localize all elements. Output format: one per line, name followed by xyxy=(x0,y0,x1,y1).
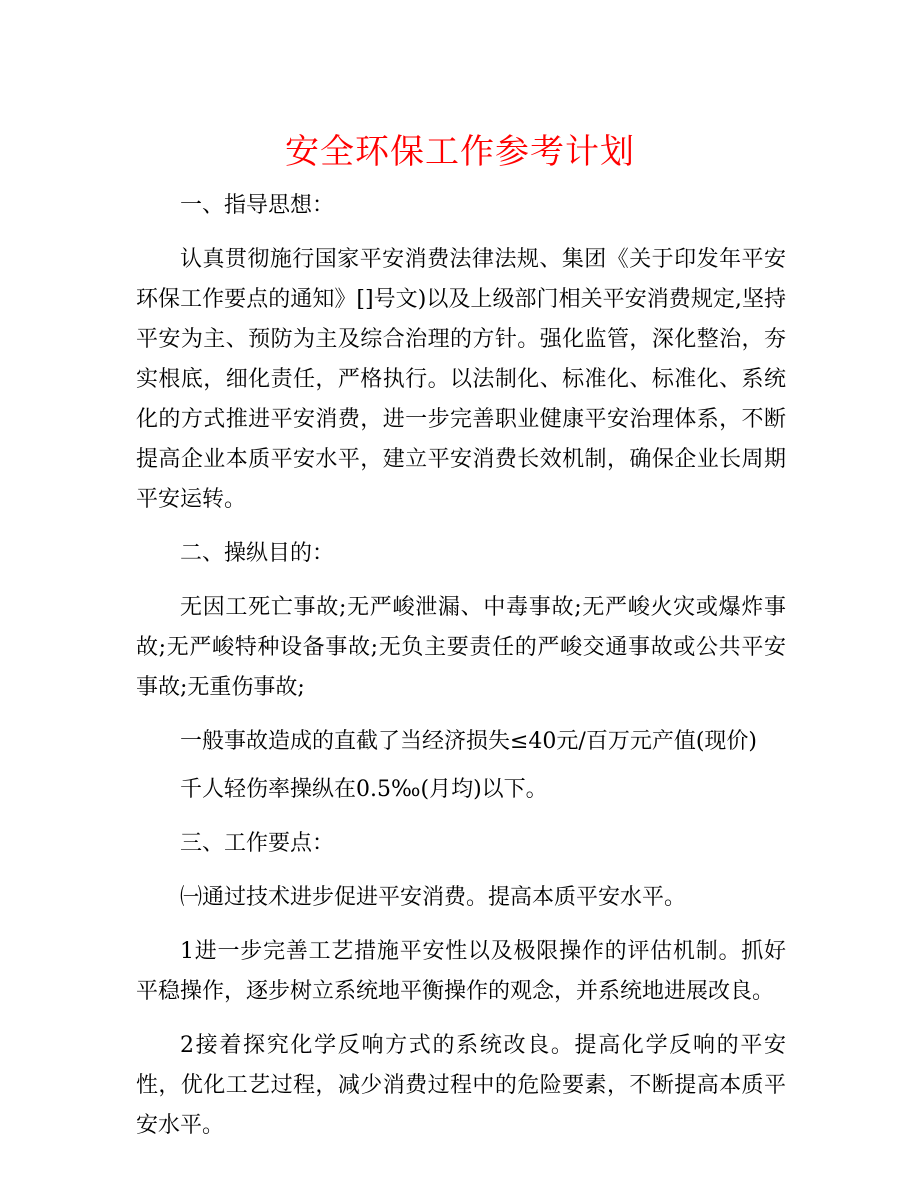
paragraph-guiding-ideology: 认真贯彻施行国家平安消费法律法规、集团《关于印发年平安环保工作要点的通知》[]号文)以及上级部门相关平安消费规定,坚持平安为主、预防为主及综合治理的方针。强化监管，深化整治，夯实根底，细化责任，严格执行。以法制化、标准化、标准化、系统化的方式推进平安消费，进一步完善职业健康平安治理体系，不断提高企业本质平安水平，建立平安消费长效机制，确保企业长周期平安运转。 xyxy=(136,247,786,512)
subheading-technical-progress: ㈠通过技术进步促进平安消费。提高本质平安水平。 xyxy=(180,885,687,910)
document-body xyxy=(136,186,786,1160)
paragraph-target-injury-rate: 千人轻伤率操纵在0.5‰(月均)以下。 xyxy=(180,777,548,802)
document-title: 安全环保工作参考计划 xyxy=(285,132,635,172)
section-heading-work-points: 三、工作要点： xyxy=(180,831,335,856)
paragraph-target-accidents: 无因工死亡事故;无严峻泄漏、中毒事故;无严峻火灾或爆炸事故;无严峻特种设备事故;无负主要责任的严峻交通事故或公共平安事故;无重伤事故; xyxy=(136,595,786,700)
list-item-2: 2接着探究化学反响方式的系统改良。提高化学反响的平安性，优化工艺过程，减少消费过程中的危险要素，不断提高本质平安水平。 xyxy=(136,1033,786,1138)
section-heading-control-targets: 二、操纵目的： xyxy=(180,541,335,566)
section-heading-guiding-ideology: 一、指导思想： xyxy=(180,193,335,218)
paragraph-target-economic-loss: 一般事故造成的直截了当经济损失≤40元/百万元产值(现价) xyxy=(180,729,758,754)
list-item-1: 1进一步完善工艺措施平安性以及极限操作的评估机制。抓好平稳操作，逐步树立系统地平衡操作的观念，并系统地进展改良。 xyxy=(136,939,786,1004)
